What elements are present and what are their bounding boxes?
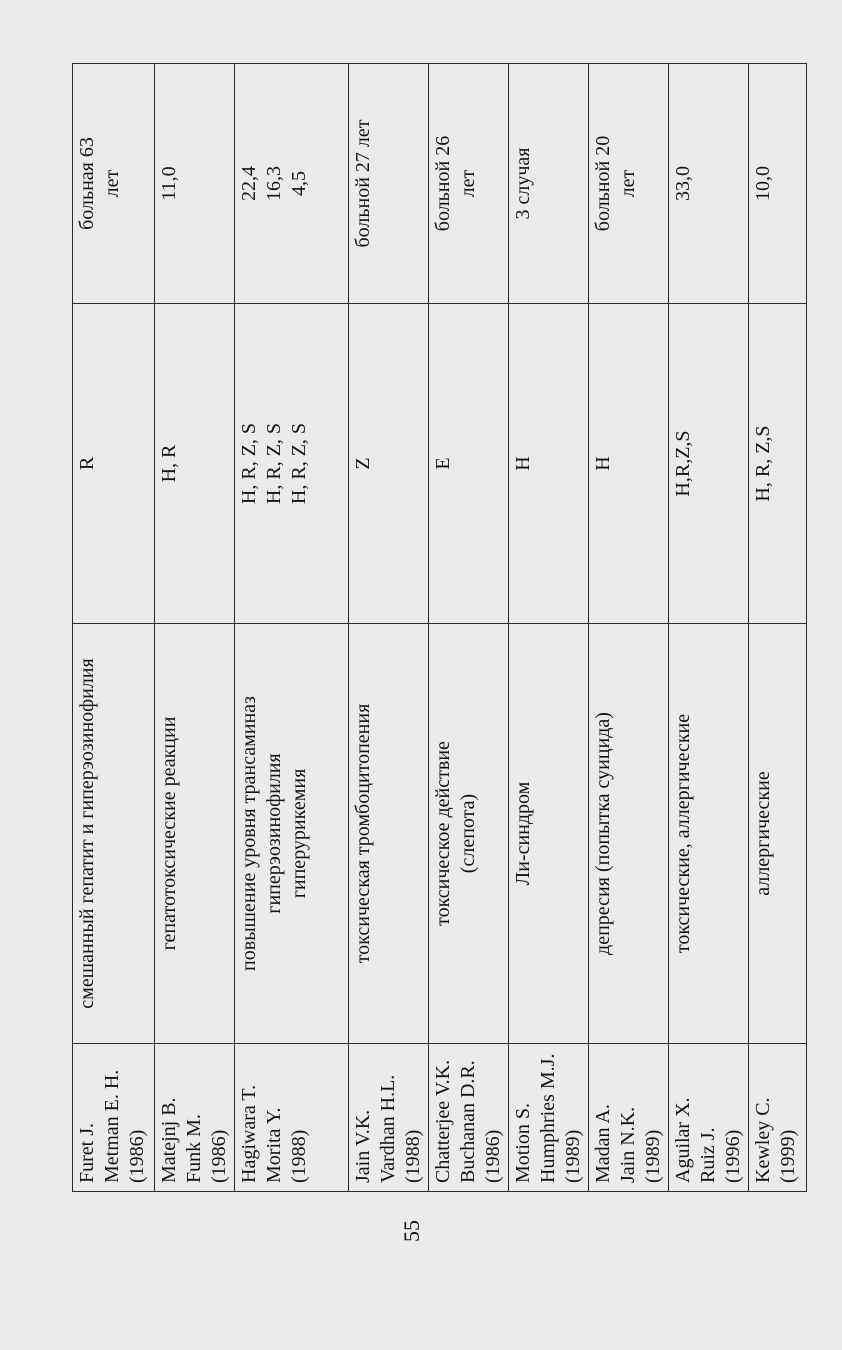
table-row	[235, 64, 349, 1192]
note-text: больной 27 лет	[352, 119, 374, 248]
note-text: 16,3	[263, 166, 285, 201]
note-text: больной 26	[432, 135, 454, 232]
note-cell	[349, 64, 429, 304]
table-row	[589, 64, 669, 1192]
author-name: Motion S.	[512, 1102, 534, 1183]
side-effects-table	[72, 63, 807, 1192]
effect-cell	[429, 624, 509, 1044]
author-name: Metman E. H.	[101, 1069, 123, 1183]
note-text: больной 20	[592, 135, 614, 232]
author-cell	[589, 1044, 669, 1192]
drug-type-cell	[349, 304, 429, 624]
author-name: Aguilar X.	[672, 1097, 694, 1183]
table-row	[349, 64, 429, 1192]
publication-year: (1986)	[126, 1129, 148, 1183]
drug-type-text: H	[592, 456, 614, 471]
note-cell	[155, 64, 235, 304]
drug-type-cell	[749, 304, 807, 624]
author-name: Madan A.	[592, 1104, 614, 1183]
effect-text: (слепота)	[457, 793, 479, 874]
author-cell	[349, 1044, 429, 1192]
author-name: Furet J.	[76, 1123, 98, 1183]
effect-text: гепатотоксические реакции	[158, 716, 180, 951]
effect-cell	[749, 624, 807, 1044]
author-name: Hagiwara T.	[238, 1084, 260, 1183]
drug-type-text: H, R, Z, S	[263, 422, 285, 505]
note-cell	[235, 64, 349, 304]
note-text: 3 случая	[512, 147, 534, 220]
table-row	[509, 64, 589, 1192]
note-cell	[73, 64, 155, 304]
publication-year: (1999)	[777, 1129, 799, 1183]
note-text: 33,0	[672, 166, 694, 201]
note-cell	[589, 64, 669, 304]
table-body	[73, 64, 807, 1192]
drug-type-text: E	[432, 457, 454, 470]
publication-year: (1989)	[642, 1129, 664, 1183]
table-row	[429, 64, 509, 1192]
effect-cell	[589, 624, 669, 1044]
publication-year: (1986)	[208, 1129, 230, 1183]
author-name: Kewley C.	[752, 1097, 774, 1183]
note-text: лет	[101, 169, 123, 198]
effect-cell	[509, 624, 589, 1044]
effect-text: повышение уровня трансаминаз	[238, 696, 260, 971]
author-cell	[749, 1044, 807, 1192]
drug-type-cell	[155, 304, 235, 624]
author-name: Vardhan H.L.	[377, 1074, 399, 1183]
effect-text: аллергические	[752, 771, 774, 896]
author-name: Matejnj B.	[158, 1097, 180, 1183]
note-text: лет	[457, 169, 479, 198]
author-name: Morita Y.	[263, 1107, 285, 1183]
publication-year: (1989)	[562, 1129, 584, 1183]
effect-text: депресия (попытка суицида)	[592, 712, 614, 955]
publication-year: (1988)	[288, 1129, 310, 1183]
effect-cell	[669, 624, 749, 1044]
drug-type-cell	[429, 304, 509, 624]
effect-cell	[73, 624, 155, 1044]
author-cell	[235, 1044, 349, 1192]
note-text: лет	[617, 169, 639, 198]
publication-year: (1996)	[722, 1129, 744, 1183]
drug-type-cell	[235, 304, 349, 624]
rotated-table-region	[72, 64, 799, 1192]
effect-cell	[349, 624, 429, 1044]
effect-cell	[155, 624, 235, 1044]
effect-text: смешанный гепатит и гиперэозинофилия	[76, 658, 98, 1009]
publication-year: (1988)	[402, 1129, 424, 1183]
author-name: Ruiz J.	[697, 1127, 719, 1183]
drug-type-text: H, R, Z,S	[752, 425, 774, 502]
author-cell	[669, 1044, 749, 1192]
author-name: Chatterjee V.K.	[432, 1059, 454, 1183]
effect-text: токсические, аллергические	[672, 713, 694, 954]
drug-type-text: H	[512, 456, 534, 471]
table-row	[669, 64, 749, 1192]
note-cell	[749, 64, 807, 304]
author-cell	[429, 1044, 509, 1192]
effect-text: гиперурикемия	[288, 768, 310, 899]
note-cell	[509, 64, 589, 304]
effect-text: гиперэозинофилия	[263, 753, 285, 914]
drug-type-cell	[589, 304, 669, 624]
drug-type-text: H, R, Z, S	[238, 422, 260, 505]
note-text: 10,0	[752, 166, 774, 201]
drug-type-text: H, R	[158, 444, 180, 483]
drug-type-text: R	[76, 456, 98, 471]
drug-type-text: H,R,Z,S	[672, 430, 694, 497]
table-container	[72, 64, 799, 1192]
effect-cell	[235, 624, 349, 1044]
author-cell	[155, 1044, 235, 1192]
author-name: Jain N.K.	[617, 1106, 639, 1183]
author-name: Jain V.K.	[352, 1109, 374, 1183]
drug-type-text: Z	[352, 457, 374, 470]
note-text: 22,4	[238, 166, 260, 201]
drug-type-cell	[669, 304, 749, 624]
table-row	[73, 64, 155, 1192]
author-cell	[509, 1044, 589, 1192]
author-cell	[73, 1044, 155, 1192]
note-cell	[429, 64, 509, 304]
note-text: больная 63	[76, 137, 98, 230]
table-row	[749, 64, 807, 1192]
drug-type-cell	[73, 304, 155, 624]
page-number: 55	[399, 1220, 424, 1242]
drug-type-cell	[509, 304, 589, 624]
effect-text: Ли-синдром	[512, 781, 534, 886]
note-text: 4,5	[288, 171, 310, 196]
effect-text: токсическая тромбоцитопения	[352, 703, 374, 964]
author-name: Humphries M.J.	[537, 1053, 559, 1183]
effect-text: токсическое действие	[432, 741, 454, 926]
author-name: Buchanan D.R.	[457, 1060, 479, 1183]
author-name: Funk M.	[183, 1114, 205, 1183]
note-text: 11,0	[158, 166, 180, 201]
note-cell	[669, 64, 749, 304]
publication-year: (1986)	[482, 1129, 504, 1183]
table-row	[155, 64, 235, 1192]
drug-type-text: H, R, Z, S	[288, 422, 310, 505]
